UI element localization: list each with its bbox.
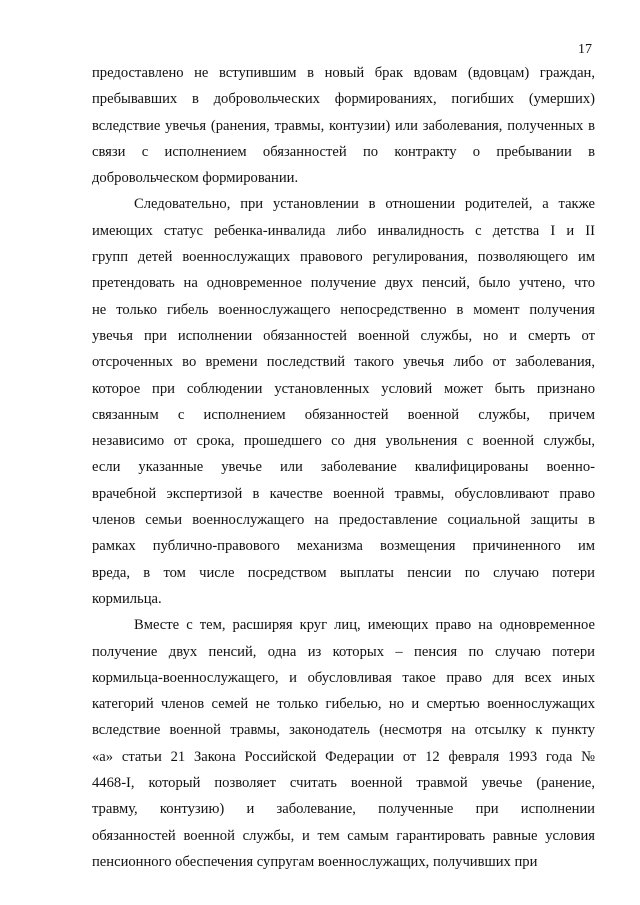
text-line: отсроченных во времени последствий такого увечья либо от заболевания,	[92, 354, 595, 371]
text-line: категорий членов семей не только гибелью, но и смертью военнослужащих	[92, 696, 595, 713]
text-line: не только гибель военнослужащего непосредственно в момент получения	[92, 301, 595, 318]
text-line: вследствие увечья (ранения, травмы, контузии) или заболевания, полученных в	[92, 117, 595, 134]
paragraph	[92, 191, 595, 612]
text-line: получение двух пенсий, одна из которых – пенсия по случаю потери	[92, 643, 595, 660]
paragraph	[92, 60, 595, 191]
text-line: пребывавших в добровольческих формированиях, погибших (умерших)	[92, 91, 595, 108]
text-line: претендовать на одновременное получение двух пенсий, было учтено, что	[92, 275, 595, 292]
text-line: вреда, в том числе посредством выплаты пенсии по случаю потери	[92, 564, 595, 581]
document-body	[92, 60, 595, 875]
text-line: рамках публично-правового механизма возмещения причиненного им	[92, 538, 595, 555]
text-line: связанным с исполнением обязанностей военной службы, причем	[92, 406, 595, 423]
text-line: кормильца-военнослужащего, и обусловливая такое право для всех иных	[92, 669, 595, 686]
text-line: Вместе с тем, расширяя круг лиц, имеющих право на одновременное	[134, 617, 595, 634]
text-line: связи с исполнением обязанностей по контракту о пребывании в	[92, 143, 595, 160]
text-line: независимо от срока, прошедшего со дня увольнения с военной службы,	[92, 433, 595, 450]
text-line: если указанные увечье или заболевание квалифицированы военно-	[92, 459, 595, 476]
text-line: врачебной экспертизой в качестве военной травмы, обусловливают право	[92, 485, 595, 502]
text-line: предоставлено не вступившим в новый брак вдовам (вдовцам) граждан,	[92, 65, 595, 81]
text-line: членов семьи военнослужащего на предоставление социальной защиты в	[92, 512, 595, 529]
text-line: имеющих статус ребенка-инвалида либо инвалидность с детства I и II	[92, 222, 595, 239]
text-line: «а» статьи 21 Закона Российской Федерации от 12 февраля 1993 года №	[92, 748, 595, 765]
text-line: которое при соблюдении установленных условий может быть признано	[92, 380, 595, 397]
text-line: 4468-I, который позволяет считать военной травмой увечье (ранение,	[92, 775, 595, 792]
text-line: кормильца.	[92, 590, 162, 607]
text-line: вследствие военной травмы, законодатель (несмотря на отсылку к пункту	[92, 722, 595, 739]
text-line: увечья при исполнении обязанностей военной службы, но и смерть от	[92, 327, 595, 344]
text-line: обязанностей военной службы, и тем самым гарантировать равные условия	[92, 827, 595, 844]
page-number: 17	[578, 42, 592, 57]
paragraph	[92, 612, 595, 875]
text-line: Следовательно, при установлении в отношении родителей, а также	[134, 196, 595, 213]
text-line: травму, контузию) и заболевание, полученные при исполнении	[92, 801, 595, 818]
text-line: добровольческом формировании.	[92, 170, 299, 187]
text-line: групп детей военнослужащих правового регулирования, позволяющего им	[92, 249, 595, 266]
text-line: пенсионного обеспечения супругам военнослужащих, получивших при	[92, 853, 538, 870]
